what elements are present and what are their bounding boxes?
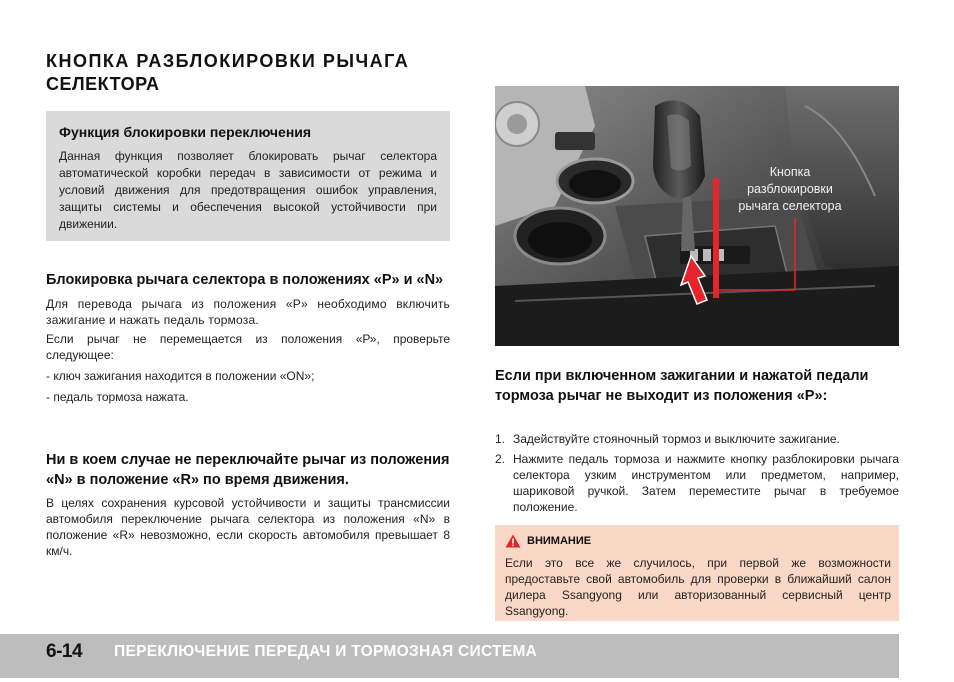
lock-section-heading: Блокировка рычага селектора в положениях «P» и «N» (46, 272, 444, 288)
release-steps-list (495, 431, 899, 519)
warning-label: ВНИМАНИЕ (527, 535, 592, 547)
release-section-heading: Если при включенном зажигании и нажатой педали тормоза рычаг не выходит из положения «P»: (495, 368, 869, 404)
page-title-line1: КНОПКА РАЗБЛОКИРОВКИ РЫЧАГА (46, 51, 410, 71)
photo-caption (720, 164, 860, 215)
shift-lever-photo (495, 86, 899, 346)
shift-lock-box-body: Данная функция позволяет блокировать рычаг селектора автоматической коробки передач в зависимости от режима и условий движения для предотвращения ошибок управления, защиты системы и обеспечения высокой устойчивости при движении. (59, 149, 437, 231)
lock-section-bullet2: - педаль тормоза нажата. (46, 390, 189, 404)
warning-text: Если это все же случилось, при первой же возможности предоставьте свой автомобиль для проверки в ближайший салон дилера Ssangyong или авторизованный сервисный центр Ssangyong. (505, 556, 891, 618)
list-item (495, 451, 899, 515)
release-button-marker (713, 178, 719, 298)
photo-caption-line2: разблокировки (747, 182, 833, 196)
never-section (46, 450, 450, 559)
list-item (495, 431, 899, 447)
never-section-heading: Ни в коем случае не переключайте рычаг из положения «N» в положение «R» по время движения. (46, 452, 450, 488)
page-footer (0, 634, 899, 678)
warning-triangle-icon (505, 534, 521, 548)
lock-section (46, 270, 450, 405)
photo-caption-line3: рычага селектора (738, 199, 842, 213)
lock-section-bullet1: - ключ зажигания находится в положении «ON»; (46, 369, 315, 383)
step-number: 1. (495, 432, 506, 446)
page-number: 6-14 (46, 641, 83, 662)
page-title (46, 50, 466, 96)
lock-section-para1: Для перевода рычага из положения «P» необходимо включить зажигание и нажать педаль тормоза. (46, 297, 450, 327)
shift-lock-box-title: Функция блокировки переключения (59, 124, 312, 140)
warning-box (495, 525, 899, 621)
shift-lock-info-box (46, 111, 450, 241)
step-number: 2. (495, 452, 506, 466)
step-text: Задействуйте стояночный тормоз и выключите зажигание. (513, 432, 840, 446)
footer-section-title: ПЕРЕКЛЮЧЕНИЕ ПЕРЕДАЧ И ТОРМОЗНАЯ СИСТЕМА (114, 643, 538, 660)
never-section-body: В целях сохранения курсовой устойчивости и защиты трансмиссии автомобиля переключение рычага селектора из положения «N» в положение «R» невозможно, если скорость автомобиля превышает 8 км/ч. (46, 496, 450, 558)
step-text: Нажмите педаль тормоза и нажмите кнопку разблокировки рычага селектора узким инструментом или предметом, например, шариковой ручкой. Затем переместите рычаг в требуемое положение. (513, 452, 899, 514)
lock-section-para2: Если рычаг не перемещается из положения «Р», проверьте следующее: (46, 332, 450, 362)
warning-header (505, 534, 591, 548)
photo-caption-line1: Кнопка (769, 165, 811, 179)
page-title-line2: СЕЛЕКТОРА (46, 74, 160, 94)
console-illustration (495, 86, 899, 346)
